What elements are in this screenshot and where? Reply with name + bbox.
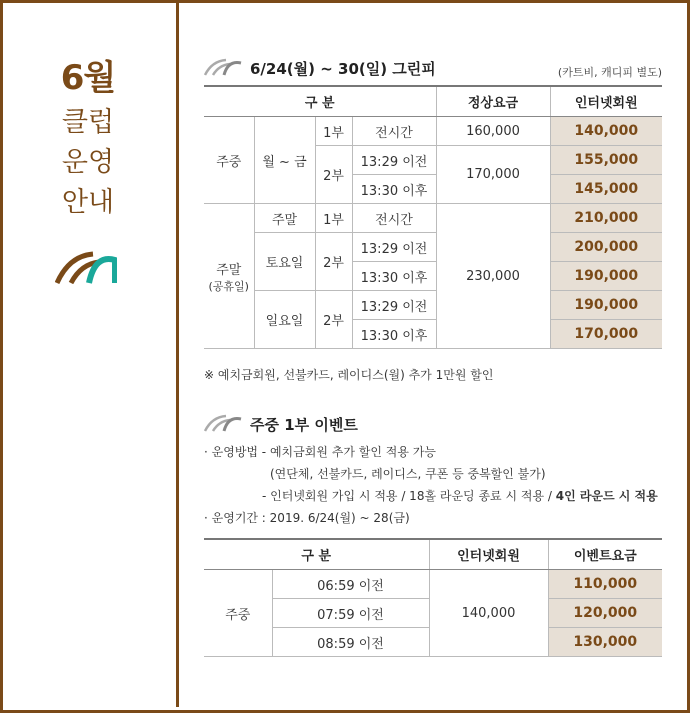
time-cell: 08:59 이전: [272, 628, 429, 657]
regular-price-cell: 160,000: [436, 117, 550, 146]
section1-footnote: ※ 예치금회원, 선불카드, 레이디스(월) 추가 1만원 할인: [204, 368, 494, 382]
time-cell: 13:30 이후: [352, 175, 436, 204]
member-price-cell: 190,000: [550, 262, 662, 291]
section-arch-icon: [204, 58, 242, 76]
part-cell: 1부: [315, 204, 352, 233]
header-category: 구 분: [204, 539, 429, 570]
time-cell: 전시간: [352, 204, 436, 233]
event-line-3-bold: 4인 라운드 시 적용: [555, 489, 658, 503]
event-table: [204, 538, 662, 657]
time-cell: 13:29 이전: [352, 233, 436, 262]
event-line-3: [262, 487, 658, 504]
event-line-1: · 운영방법 - 예치금회원 추가 할인 적용 가능: [204, 445, 436, 459]
time-cell: 13:29 이전: [352, 291, 436, 320]
time-cell: 13:30 이후: [352, 320, 436, 349]
arch-logo-icon: [55, 250, 117, 284]
part-cell: 2부: [315, 146, 352, 204]
member-price-cell: 140,000: [429, 570, 548, 657]
member-price-cell: 170,000: [550, 320, 662, 349]
sidebar-line-1: 클럽: [61, 107, 115, 138]
member-price-cell: 140,000: [550, 117, 662, 146]
event-line-3-text: - 인터넷회원 가입 시 적용 / 18홀 라운딩 종료 시 적용 /: [262, 489, 556, 503]
time-cell: 07:59 이전: [272, 599, 429, 628]
weekday-cell: 주중: [204, 570, 272, 657]
month-label: 6월: [60, 58, 116, 98]
weekend-cell: [204, 204, 254, 349]
member-price-cell: 210,000: [550, 204, 662, 233]
green-fee-table: [204, 85, 662, 349]
member-price-cell: 200,000: [550, 233, 662, 262]
section1-note: (카트비, 캐디피 별도): [557, 66, 662, 79]
section-arch-icon: [204, 414, 242, 432]
table-row: [204, 291, 662, 320]
time-cell: 전시간: [352, 117, 436, 146]
table-row: [204, 204, 662, 233]
regular-price-cell: 170,000: [436, 146, 550, 204]
section2-title: 주중 1부 이벤트: [250, 416, 358, 434]
vertical-divider: [176, 0, 179, 707]
header-member: 인터넷회원: [429, 539, 548, 570]
event-line-2: (연단체, 선불카드, 레이디스, 쿠폰 등 중복할인 불가): [270, 467, 546, 481]
table-row: [204, 233, 662, 262]
table-row: [204, 117, 662, 146]
weekend-day-cell: 주말: [254, 204, 315, 233]
weekday-cell: 주중: [204, 117, 254, 204]
event-line-4: · 운영기간 : 2019. 6/24(월) ~ 28(금): [204, 511, 410, 525]
sidebar-line-2: 운영: [61, 147, 115, 178]
member-price-cell: 155,000: [550, 146, 662, 175]
time-cell: 13:29 이전: [352, 146, 436, 175]
part-cell: 2부: [315, 291, 352, 349]
saturday-cell: 토요일: [254, 233, 315, 291]
weekend-label: 주말: [216, 262, 242, 278]
sidebar-line-3: 안내: [61, 187, 115, 218]
event-price-cell: 110,000: [548, 570, 662, 599]
member-price-cell: 190,000: [550, 291, 662, 320]
event-price-cell: 120,000: [548, 599, 662, 628]
mon-fri-cell: 월 ~ 금: [254, 117, 315, 204]
time-cell: 06:59 이전: [272, 570, 429, 599]
header-event: 이벤트요금: [548, 539, 662, 570]
header-category: 구 분: [204, 86, 436, 117]
header-member: 인터넷회원: [550, 86, 662, 117]
time-cell: 13:30 이후: [352, 262, 436, 291]
part-cell: 2부: [315, 233, 352, 291]
event-price-cell: 130,000: [548, 628, 662, 657]
header-regular: 정상요금: [436, 86, 550, 117]
regular-price-cell: 230,000: [436, 204, 550, 349]
sunday-cell: 일요일: [254, 291, 315, 349]
part-cell: 1부: [315, 117, 352, 146]
table-row: [204, 570, 662, 599]
member-price-cell: 145,000: [550, 175, 662, 204]
section1-title: 6/24(월) ~ 30(일) 그린피: [250, 60, 436, 78]
holiday-label: (공휴일): [208, 279, 249, 293]
